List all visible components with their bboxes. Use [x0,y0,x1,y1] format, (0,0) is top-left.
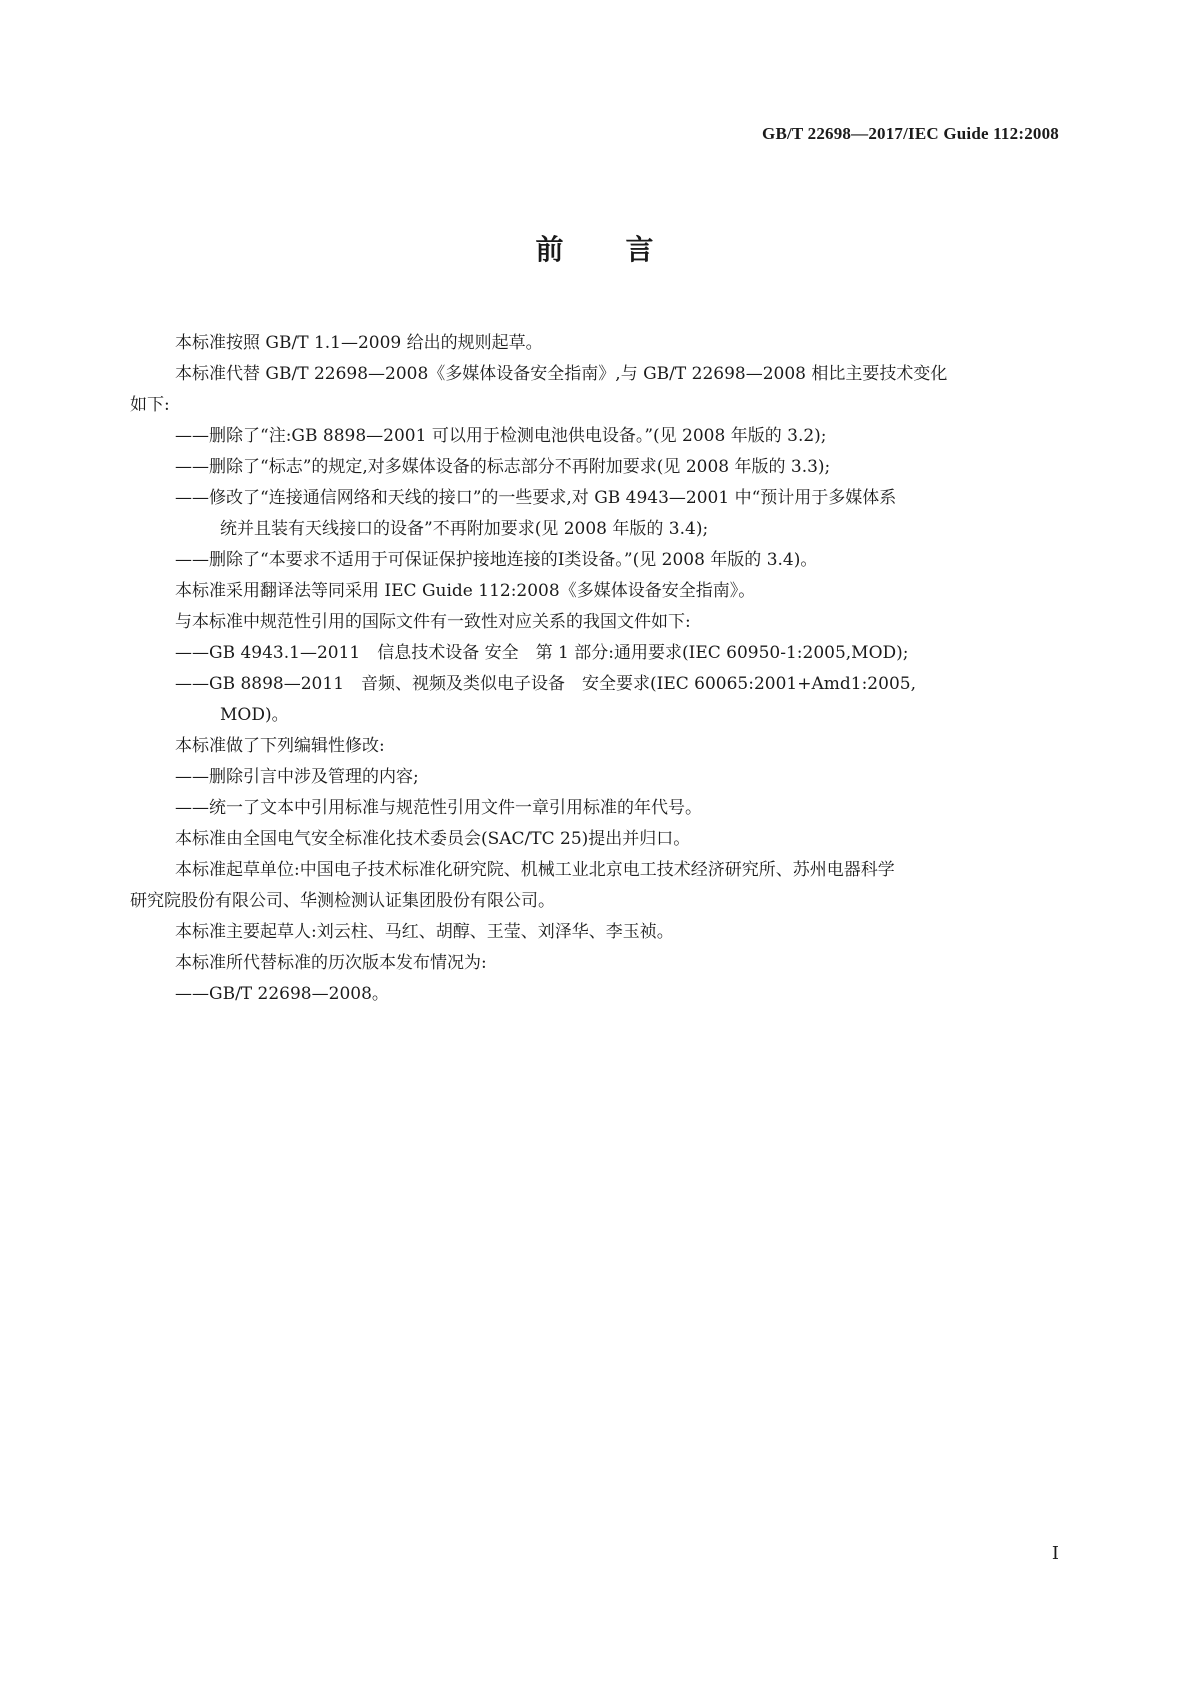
list-item: ——修改了“连接通信网络和天线的接口”的一些要求,对 GB 4943—2001 中“预计用于多媒体系 [175,488,897,508]
page-title [0,228,1191,268]
standard-code-header: GB/T 22698—2017/IEC Guide 112:2008 [762,124,1059,143]
paragraph-line: 本标准做了下列编辑性修改: [175,736,385,756]
list-item: ——GB/T 22698—2008。 [175,984,389,1004]
paragraph-line: 本标准按照 GB/T 1.1—2009 给出的规则起草。 [175,333,543,353]
paragraph-line: 如下: [130,395,170,415]
list-item: ——删除了“标志”的规定,对多媒体设备的标志部分不再附加要求(见 2008 年版的 3.3); [175,457,831,477]
list-item-continuation: MOD)。 [220,705,289,725]
paragraph-line: 研究院股份有限公司、华测检测认证集团股份有限公司。 [130,891,555,911]
paragraph-line: 本标准主要起草人:刘云柱、马红、胡醇、王莹、刘泽华、李玉祯。 [175,922,674,942]
list-item: ——删除了“本要求不适用于可保证保护接地连接的Ⅰ类设备。”(见 2008 年版的 3.4)。 [175,550,818,570]
paragraph-line: 本标准所代替标准的历次版本发布情况为: [175,953,487,973]
list-item: ——GB 8898—2011 音频、视频及类似电子设备 安全要求(IEC 60065:2001+Amd1:2005, [175,674,916,694]
preface-body [130,328,1060,1010]
title-char-2: 言 [625,233,656,266]
page-number: Ⅰ [1051,1543,1059,1563]
paragraph-line: 本标准起草单位:中国电子技术标准化研究院、机械工业北京电工技术经济研究所、苏州电器科学 [175,860,895,880]
list-item: ——删除引言中涉及管理的内容; [175,767,419,787]
paragraph-line: 本标准由全国电气安全标准化技术委员会(SAC/TC 25)提出并归口。 [175,829,691,849]
list-item: ——统一了文本中引用标准与规范性引用文件一章引用标准的年代号。 [175,798,702,818]
list-item: ——删除了“注:GB 8898—2001 可以用于检测电池供电设备。”(见 2008 年版的 3.2); [175,426,827,446]
paragraph-line: 与本标准中规范性引用的国际文件有一致性对应关系的我国文件如下: [175,612,691,632]
title-char-1: 前 [535,233,566,266]
paragraph-line: 本标准代替 GB/T 22698—2008《多媒体设备安全指南》,与 GB/T 22698—2008 相比主要技术变化 [175,364,948,384]
list-item-continuation: 统并且装有天线接口的设备”不再附加要求(见 2008 年版的 3.4); [220,519,709,539]
list-item: ——GB 4943.1—2011 信息技术设备 安全 第 1 部分:通用要求(IEC 60950-1:2005,MOD); [175,643,909,663]
paragraph-line: 本标准采用翻译法等同采用 IEC Guide 112:2008《多媒体设备安全指南》。 [175,581,756,601]
